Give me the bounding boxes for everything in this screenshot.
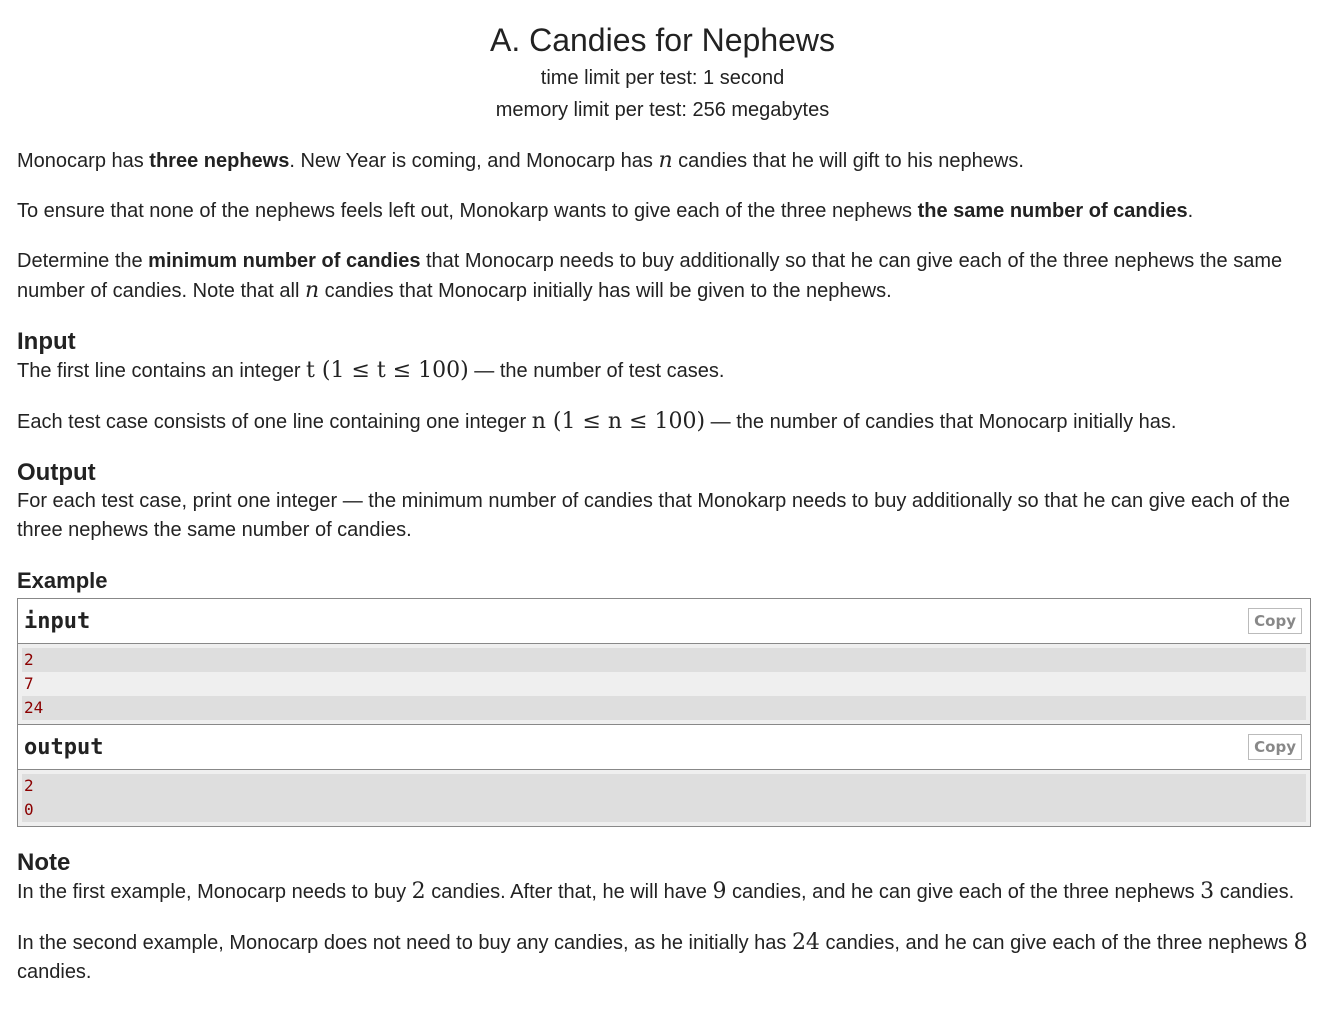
math-var: [305, 278, 319, 303]
text: Monocarp has: [17, 150, 150, 172]
text: In the first example, Monocarp needs to buy: [17, 881, 412, 903]
text: — the number of test cases.: [468, 360, 725, 382]
problem-header: [0, 0, 1325, 126]
input-line-1: [17, 356, 1308, 386]
text: candies, and he can give each of the three nephews: [726, 881, 1201, 903]
text: .: [1187, 200, 1194, 222]
text: that Monocarp needs to buy additionally so that he can give each of the three nephews the same number of candies. Note that all: [17, 250, 1283, 302]
sample-input-line: 2: [22, 648, 1306, 672]
text: The first line contains an integer: [17, 360, 307, 382]
text: Determine the: [17, 250, 149, 272]
math-value: 3: [1200, 879, 1215, 904]
text: candies, and he can give each of the three nephews: [819, 932, 1294, 954]
sample-output-line: 0: [22, 798, 1306, 822]
note-paragraph-1: [17, 877, 1308, 907]
math-constraint-n: n (1 ≤ n ≤ 100): [531, 409, 706, 434]
text: — the number of candies that Monocarp initially has.: [705, 411, 1177, 433]
bold-text: three nephews: [149, 150, 290, 172]
math-n: n: [304, 278, 320, 303]
math-value: 8: [1293, 930, 1308, 955]
sample-output-body: [18, 770, 1310, 826]
example-title: Example: [17, 568, 108, 593]
output-description: For each test case, print one integer — the minimum number of candies that Monokarp needs to buy additionally so that he can give each of the three nephews the same number of candies.: [17, 490, 1290, 541]
statement-paragraph-3: [17, 247, 1308, 306]
text: To ensure that none of the nephews feels left out, Monokarp wants to give each of the three nephews: [17, 200, 918, 222]
math-value: 9: [712, 879, 727, 904]
note-section-title: Note: [17, 849, 71, 876]
text: Each test case consists of one line containing one integer: [17, 411, 532, 433]
math-n: n: [658, 148, 673, 173]
text: . New Year is coming, and Monocarp has: [289, 150, 659, 172]
text: candies. After that, he will have: [425, 881, 713, 903]
text: candies that he will gift to his nephews.: [672, 150, 1024, 172]
math-value: 24: [791, 930, 820, 955]
text: candies that Monocarp initially has will be given to the nephews.: [319, 280, 892, 302]
sample-input-line: 7: [24, 674, 34, 693]
math-var: [658, 148, 672, 173]
sample-input-line: 24: [22, 696, 1306, 720]
statement-paragraph-1: [17, 146, 1308, 176]
sample-test: [17, 598, 1311, 827]
bold-text: the same number of candies: [917, 200, 1188, 222]
sample-input-header: [18, 599, 1310, 644]
input-line-2: [17, 407, 1308, 437]
memory-limit: memory limit per test: 256 megabytes: [495, 99, 830, 121]
sample-output-label: output: [24, 734, 104, 760]
input-section-title: Input: [17, 328, 76, 355]
bold-text: minimum number of candies: [148, 250, 421, 272]
note-paragraph-2: [17, 928, 1308, 987]
sample-input-body: [18, 644, 1310, 724]
text: candies.: [17, 961, 92, 983]
math-value: 2: [411, 879, 426, 904]
sample-output-header: [18, 724, 1310, 770]
sample-input-label: input: [24, 608, 91, 634]
problem-title: A. Candies for Nephews: [489, 22, 836, 58]
math-constraint-t: t (1 ≤ t ≤ 100): [306, 358, 469, 383]
copy-output-button[interactable]: Copy: [1248, 734, 1302, 760]
statement-paragraph-2: [17, 197, 1308, 226]
output-section-title: Output: [17, 459, 96, 486]
time-limit: time limit per test: 1 second: [540, 67, 785, 89]
text: candies.: [1214, 881, 1295, 903]
text: In the second example, Monocarp does not need to buy any candies, as he initially has: [17, 932, 792, 954]
copy-input-button[interactable]: Copy: [1248, 608, 1302, 634]
sample-output-line: 2: [22, 774, 1306, 798]
problem-body: [0, 146, 1325, 987]
